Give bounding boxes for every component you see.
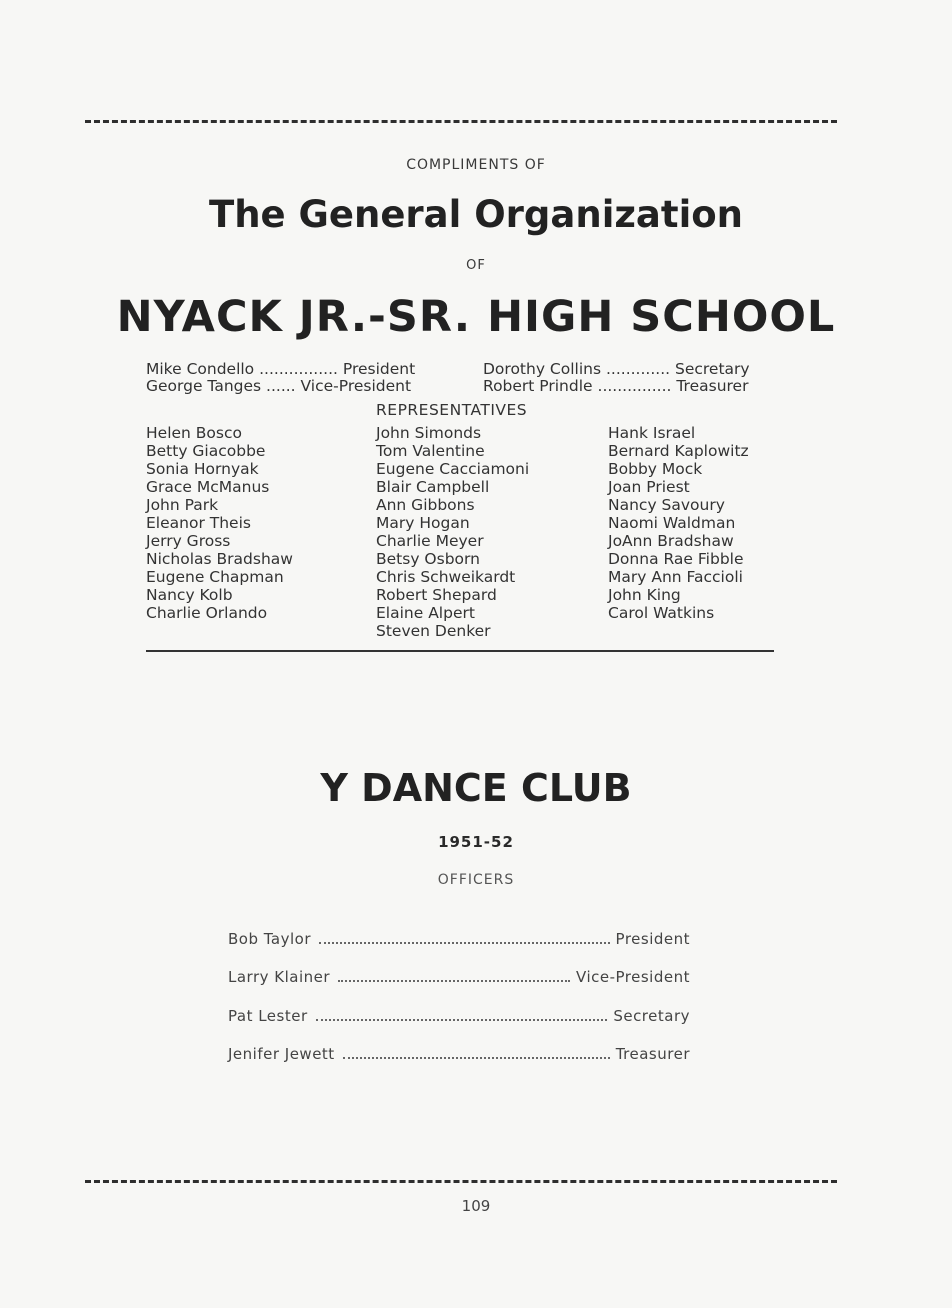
list-item: John Park (146, 496, 219, 514)
list-item: Naomi Waldman (608, 514, 736, 532)
representatives-column-3 (608, 424, 749, 622)
list-item: Charlie Orlando (146, 604, 268, 622)
list-item: Hank Israel (608, 424, 696, 442)
organization-title: The General Organization (208, 193, 744, 236)
representatives-column-2 (376, 424, 529, 640)
list-item: Eugene Cacciamoni (376, 460, 530, 478)
list-item: Mary Ann Faccioli (608, 568, 743, 586)
go-officer-secretary: Dorothy Collins ............. Secretary (483, 360, 750, 378)
list-item: Betty Giacobbe (146, 442, 266, 460)
list-item: Ann Gibbons (376, 496, 475, 514)
go-officer-president: Mike Condello ................ President (146, 360, 416, 378)
list-item: Jerry Gross (146, 532, 231, 550)
list-item: Robert Shepard (376, 586, 497, 604)
list-item: Mary Hogan (376, 514, 470, 532)
list-item: Grace McManus (146, 478, 270, 496)
compliments-label: COMPLIMENTS OF (406, 157, 546, 173)
list-item: Donna Rae Fibble (608, 550, 744, 568)
list-item: Blair Campbell (376, 478, 490, 496)
list-item: Joan Priest (608, 478, 690, 496)
list-item: Betsy Osborn (376, 550, 480, 568)
list-item: John King (608, 586, 681, 604)
section-divider (146, 650, 774, 652)
list-item: Nicholas Bradshaw (146, 550, 293, 568)
list-item: JoAnn Bradshaw (608, 532, 734, 550)
y-dance-club-title: Y DANCE CLUB (320, 766, 632, 810)
list-item: Carol Watkins (608, 604, 715, 622)
top-dashed-rule (85, 120, 837, 123)
page-number: 109 (461, 1197, 491, 1215)
list-item: Bernard Kaplowitz (608, 442, 749, 460)
representatives-heading: REPRESENTATIVES (376, 401, 528, 419)
go-officer-treasurer: Robert Prindle ............... Treasurer (483, 377, 749, 395)
y-officer-secretary: Pat Lester Secretary (228, 1007, 690, 1025)
list-item: Helen Bosco (146, 424, 242, 442)
representatives-column-1 (146, 424, 293, 622)
y-officer-vice-president: Larry Klainer Vice-President (228, 968, 690, 986)
list-item: Nancy Savoury (608, 496, 725, 514)
y-officers-heading: OFFICERS (437, 872, 515, 888)
of-label: OF (466, 258, 486, 273)
list-item: Elaine Alpert (376, 604, 475, 622)
list-item: Chris Schweikardt (376, 568, 516, 586)
list-item: Eleanor Theis (146, 514, 251, 532)
list-item: John Simonds (376, 424, 482, 442)
list-item: Sonia Hornyak (146, 460, 259, 478)
bottom-dashed-rule (85, 1180, 837, 1183)
list-item: Bobby Mock (608, 460, 703, 478)
list-item: Charlie Meyer (376, 532, 484, 550)
list-item: Nancy Kolb (146, 586, 233, 604)
y-year: 1951-52 (438, 833, 514, 851)
go-officer-vice-president: George Tanges ...... Vice-President (146, 377, 412, 395)
list-item: Steven Denker (376, 622, 491, 640)
list-item: Tom Valentine (376, 442, 485, 460)
y-officer-treasurer: Jenifer Jewett Treasurer (228, 1045, 690, 1063)
y-officer-president: Bob Taylor President (228, 930, 690, 948)
school-title: NYACK JR.-SR. HIGH SCHOOL (116, 292, 836, 342)
list-item: Eugene Chapman (146, 568, 284, 586)
